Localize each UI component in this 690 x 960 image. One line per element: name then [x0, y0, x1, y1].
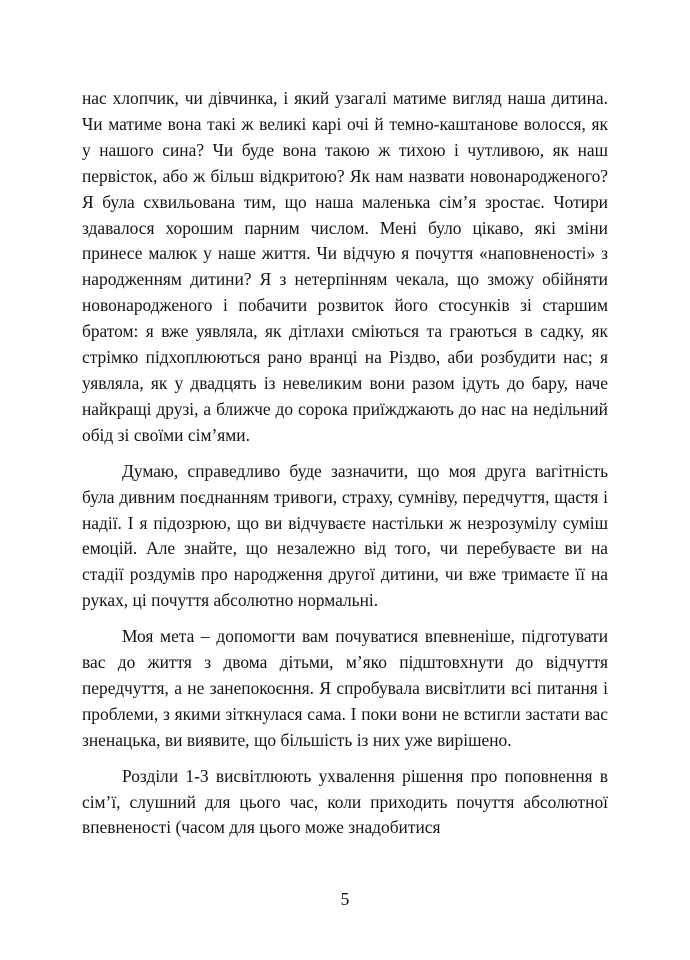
body-paragraph-3: Моя мета – допомогти вам почуватися впевненіше, підготувати вас до життя з двома дітьми, м’яко підштовхнути до відчуття передчуття, а не занепокоєння. Я спробувала висвітлити всі питання і проблеми, з якими зіткнулася сама. І поки вони не встигли застати вас зненацька, ви виявите, що більшість із них уже вирішено.: [82, 626, 608, 750]
body-paragraph-4: Розділи 1-3 висвітлюють ухвалення рішення про поповнення в сім’ї, слушний для цього час, коли приходить почуття абсолютної впевненості (часом для цього може знадобитися: [82, 765, 608, 838]
body-paragraph-2: Думаю, справедливо буде зазначити, що моя друга вагітність була дивним поєднанням тривоги, страху, сумніву, передчуття, щастя і надії. І я підозрюю, що ви відчуваєте настільки ж незрозумілу суміш емоцій. Але знайте, що незалежно від того, чи перебуваєте ви на стадії роздумів про народження другої дитини, чи вже тримаєте її на руках, ці почуття абсолютно нормальні.: [82, 460, 608, 611]
body-paragraph-1: нас хлопчик, чи дівчинка, і який узагалі матиме вигляд наша дитина. Чи матиме вона такі ж великі карі очі й темно-каштанове волосся, як у нашого сина? Чи буде вона такою ж тихою і чутливою, як наш первісток, або ж більш відкритою? Як нам назвати новонародженого? Я була схвильована тим, що наша маленька сім’я зростає. Чотири здавалося хорошим парним числом. Мені було цікаво, які зміни принесе малюк у наше життя. Чи відчую я почуття «наповненості» з народженням дитини? Я з нетерпінням чекала, що зможу обійняти новонародженого і побачити розвиток його стосунків зі старшим братом: я вже уявляла, як дітлахи сміються та граються в садку, як стрімко підхоплюються рано вранці на Різдво, аби розбудити нас; я уявляла, як у двадцять із невеликим вони разом ідуть до бару, наче найкращі друзі, а ближче до сорока приїжджають до нас на недільний обід зі своїми сім’ями.: [82, 88, 608, 445]
page-number: 5: [340, 889, 350, 909]
page-text-block: [82, 86, 608, 841]
